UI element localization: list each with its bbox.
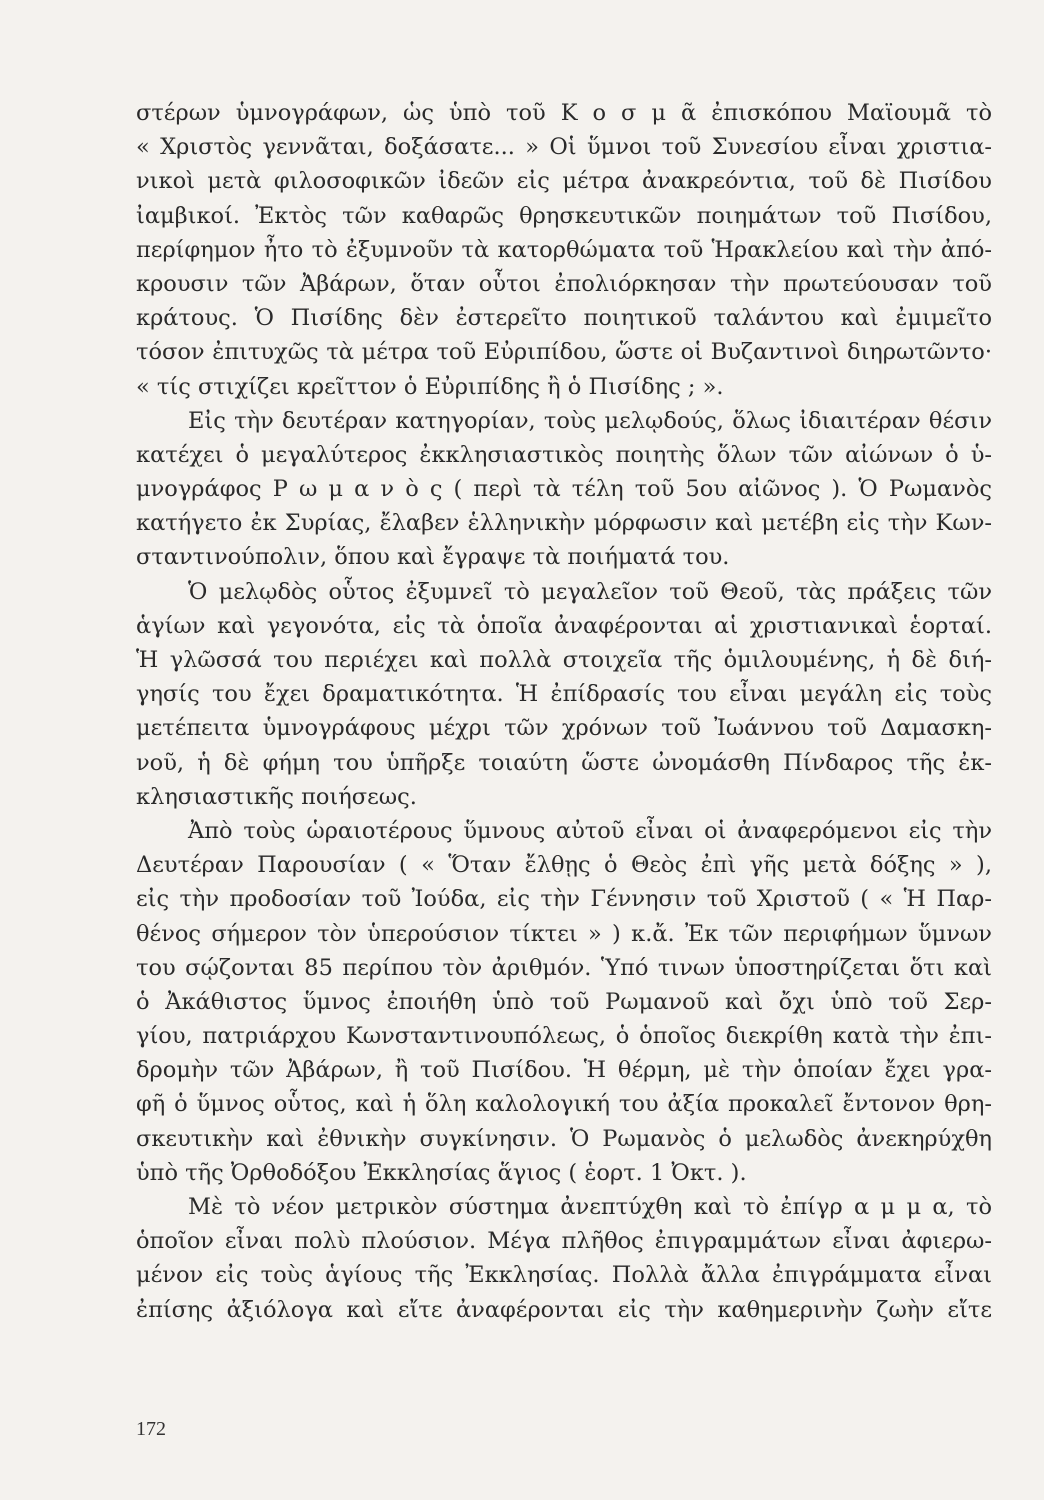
text-line: « τίς στιχίζει κρεῖττον ὁ Εὐριπίδης ἢ ὁ Πισίδης ; ». [136,373,724,400]
text-line: νικοὶ μετὰ φιλοσοφικῶν ἰδεῶν εἰς μέτρα ἀνακρεόντια, τοῦ δὲ Πισίδου [136,168,992,195]
text-line: μνογράφος Ρ ω μ α ν ὸ ς ( περὶ τὰ τέλη τοῦ 5ου αἰῶνος ). Ὁ Ρωμανὸς [136,476,992,503]
text-line: γίου, πατριάρχου Κωνσταντινουπόλεως, ὁ ὁποῖος διεκρίθη κατὰ τὴν ἐπι- [136,1023,992,1050]
text-line: Μὲ τὸ νέον μετρικὸν σύστημα ἀνεπτύχθη καὶ τὸ ἐπίγρ α μ μ α, τὸ [188,1194,992,1220]
text-line: ὑπὸ τῆς Ὀρθοδόξου Ἐκκλησίας ἅγιος ( ἑορτ. 1 Ὀκτ. ). [136,1159,747,1186]
text-line: ἰαμβικοί. Ἐκτὸς τῶν καθαρῶς θρησκευτικῶν ποιημάτων τοῦ Πισίδου, [136,202,992,229]
text-line: μένον εἰς τοὺς ἁγίους τῆς Ἐκκλησίας. Πολλὰ ἄλλα ἐπιγράμματα εἶναι [136,1262,992,1289]
text-line: τόσον ἐπιτυχῶς τὰ μέτρα τοῦ Εὐριπίδου, ὥστε οἱ Βυζαντινοὶ διηρωτῶντο· [136,339,992,366]
text-line: Ὁ μελῳδὸς οὗτος ἐξυμνεῖ τὸ μεγαλεῖον τοῦ Θεοῦ, τὰς πράξεις τῶν [188,578,992,605]
text-line: σκευτικὴν καὶ ἐθνικὴν συγκίνησιν. Ὁ Ρωμανὸς ὁ μελωδὸς ἀνεκηρύχθη [136,1125,992,1152]
text-line: γησίς του ἔχει δραματικότητα. Ἡ ἐπίδρασίς του εἶναι μεγάλη εἰς τοὺς [136,681,992,708]
text-line: στέρων ὑμνογράφων, ὡς ὑπὸ τοῦ Κ ο σ μ ᾶ ἐπισκόπου Μαϊουμᾶ τὸ [136,100,992,126]
text-line: θένος σήμερον τὸν ὑπερούσιον τίκτει » ) κ.ἄ. Ἐκ τῶν περιφήμων ὕμνων [136,920,992,947]
text-line: μετέπειτα ὑμνογράφους μέχρι τῶν χρόνων τοῦ Ἰωάννου τοῦ Δαμασκη- [136,715,992,742]
body-text [136,96,992,1327]
text-line: δρομὴν τῶν Ἀβάρων, ἢ τοῦ Πισίδου. Ἡ θέρμη, μὲ τὴν ὁποίαν ἔχει γρα- [136,1057,992,1084]
text-line: νοῦ, ἡ δὲ φήμη του ὑπῆρξε τοιαύτη ὥστε ὠνομάσθη Πίνδαρος τῆς ἐκ- [136,749,992,776]
text-line: « Χριστὸς γεννᾶται, δοξάσατε... » Οἱ ὕμνοι τοῦ Συνεσίου εἶναι χριστια- [136,134,992,161]
text-line: κατήγετο ἐκ Συρίας, ἔλαβεν ἑλληνικὴν μόρφωσιν καὶ μετέβη εἰς τὴν Κων- [136,510,992,537]
text-line: σταντινούπολιν, ὅπου καὶ ἔγραψε τὰ ποιήματά του. [136,544,730,571]
page-number: 172 [136,1418,166,1440]
text-line: κράτους. Ὁ Πισίδης δὲν ἐστερεῖτο ποιητικοῦ ταλάντου καὶ ἐμιμεῖτο [136,305,992,332]
text-line: ἐπίσης ἀξιόλογα καὶ εἴτε ἀναφέρονται εἰς τὴν καθημερινὴν ζωὴν εἴτε [136,1296,992,1323]
text-line: Δευτέραν Παρουσίαν ( « Ὅταν ἔλθῃς ὁ Θεὸς ἐπὶ γῆς μετὰ δόξης » ), [136,852,992,879]
text-line: ἁγίων καὶ γεγονότα, εἰς τὰ ὁποῖα ἀναφέρονται αἱ χριστιανικαὶ ἑορταί. [136,612,992,639]
text-line: ὁποῖον εἶναι πολὺ πλούσιον. Μέγα πλῆθος ἐπιγραμμάτων εἶναι ἀφιερω- [136,1228,992,1255]
text-line: Εἰς τὴν δευτέραν κατηγορίαν, τοὺς μελῳδούς, ὅλως ἰδιαιτέραν θέσιν [188,407,992,434]
text-line: Ἀπὸ τοὺς ὡραιοτέρους ὕμνους αὐτοῦ εἶναι οἱ ἀναφερόμενοι εἰς τὴν [188,817,992,844]
text-line: φῆ ὁ ὕμνος οὗτος, καὶ ἡ ὅλη καλολογική του ἀξία προκαλεῖ ἔντονον θρη- [136,1091,992,1118]
text-line: κρουσιν τῶν Ἀβάρων, ὅταν οὗτοι ἐπολιόρκησαν τὴν πρωτεύουσαν τοῦ [136,270,992,297]
text-line: κλησιαστικῆς ποιήσεως. [136,783,417,810]
text-line: εἰς τὴν προδοσίαν τοῦ Ἰούδα, εἰς τὴν Γέννησιν τοῦ Χριστοῦ ( « Ἡ Παρ- [136,886,992,913]
text-line: Ἡ γλῶσσά του περιέχει καὶ πολλὰ στοιχεῖα τῆς ὁμιλουμένης, ἡ δὲ διή- [136,647,992,673]
text-line: ὁ Ἀκάθιστος ὕμνος ἐποιήθη ὑπὸ τοῦ Ρωμανοῦ καὶ ὄχι ὑπὸ τοῦ Σερ- [136,988,992,1015]
text-line: κατέχει ὁ μεγαλύτερος ἐκκλησιαστικὸς ποιητὴς ὅλων τῶν αἰώνων ὁ ὑ- [136,441,992,468]
text-line: του σῴζονται 85 περίπου τὸν ἀριθμόν. Ὑπό τινων ὑποστηρίζεται ὅτι καὶ [136,954,992,981]
text-line: περίφημον ἦτο τὸ ἐξυμνοῦν τὰ κατορθώματα τοῦ Ἡρακλείου καὶ τὴν ἀπό- [136,236,992,263]
